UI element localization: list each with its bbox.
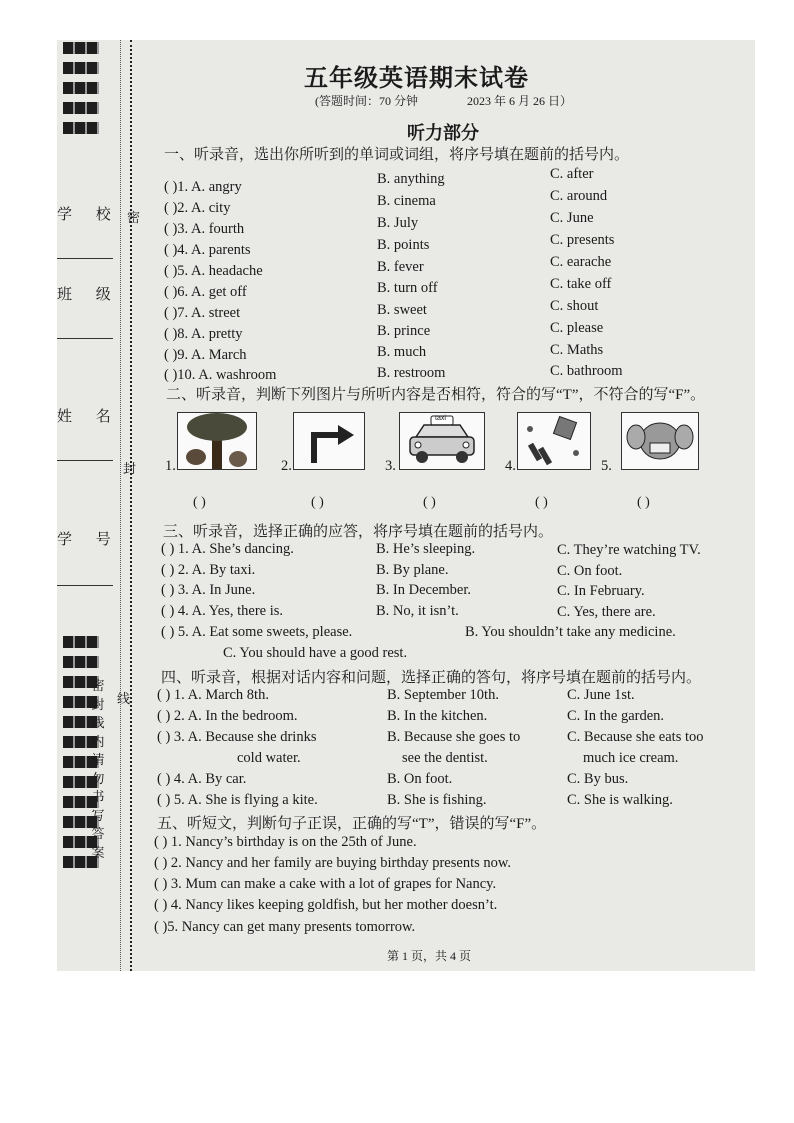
seal-xian: 线 (117, 691, 131, 706)
s2-answer-4[interactable]: ( ) (535, 495, 548, 510)
s1-q5-b: B. fever (377, 259, 424, 275)
s4-q5: ( ) 5. A. She is flying a kite. (157, 792, 318, 808)
taxi-sign-text: taxi (435, 415, 446, 422)
s2-label-5: 5. (601, 458, 612, 474)
s1-q5-c: C. earache (550, 254, 612, 270)
s5-q4: ( ) 4. Nancy likes keeping goldfish, but her mother doesn’t. (154, 897, 498, 913)
binding-blocks-top (63, 42, 99, 142)
seal-feng: 封 (123, 461, 137, 476)
s1-q9-b: B. much (377, 344, 427, 360)
s4-q3-a-cont: cold water. (237, 750, 301, 766)
s1-q10-c: C. bathroom (550, 363, 623, 379)
s3-q3-c: C. In February. (557, 583, 645, 599)
picture-sick-elephant (621, 412, 699, 470)
s1-q6: ( )6. A. get off (164, 284, 247, 300)
s4-q2-c: C. In the garden. (567, 708, 665, 724)
s3-q2-c: C. On foot. (557, 563, 623, 579)
section3-heading: 三、听录音，选择正确的应答，将序号填在题前的括号内。 (163, 524, 554, 540)
s1-q1-b: B. anything (377, 171, 445, 187)
class-line (57, 338, 113, 339)
s1-q8: ( )8. A. pretty (164, 326, 243, 342)
listening-part-heading: 听力部分 (407, 123, 479, 143)
s2-label-3: 3. (385, 458, 396, 474)
seal-warning: 密 封 线 内 请 勿 书 写 答 案 (91, 678, 105, 860)
s1-q10-b: B. restroom (377, 365, 446, 381)
s4-q4: ( ) 4. A. By car. (157, 771, 247, 787)
s4-q3: ( ) 3. A. Because she drinks (157, 729, 317, 745)
s1-q8-c: C. please (550, 320, 604, 336)
school-label: 学 校 (57, 207, 121, 223)
picture-taxi (399, 412, 485, 470)
s1-q3: ( )3. A. fourth (164, 221, 245, 237)
s5-q1: ( ) 1. Nancy’s birthday is on the 25th of June. (154, 834, 417, 850)
s5-q2: ( ) 2. Nancy and her family are buying birthday presents now. (154, 855, 512, 871)
s4-q1-b: B. September 10th. (387, 687, 499, 703)
s4-q1: ( ) 1. A. March 8th. (157, 687, 269, 703)
s1-q8-b: B. prince (377, 323, 431, 339)
seal-line (130, 40, 132, 971)
s1-q6-b: B. turn off (377, 280, 438, 296)
s1-q9: ( )9. A. March (164, 347, 247, 363)
exam-page (57, 40, 755, 971)
page-footer: 第 1 页，共 4 页 (387, 949, 472, 963)
s1-q5: ( )5. A. headache (164, 263, 263, 279)
number-line (57, 585, 113, 586)
section2-heading: 二、听录音，判断下列图片与所听内容是否相符，符合的写“T”，不符合的写“F”。 (166, 387, 706, 403)
s4-q2: ( ) 2. A. In the bedroom. (157, 708, 298, 724)
section5-heading: 五、听短文，判断句子正误，正确的写“T”，错误的写“F”。 (157, 816, 547, 832)
s1-q7: ( )7. A. street (164, 305, 241, 321)
s2-label-2: 2. (281, 458, 292, 474)
s1-q9-c: C. Maths (550, 342, 604, 358)
name-label: 姓 名 (57, 409, 121, 425)
s4-q5-c: C. She is walking. (567, 792, 673, 808)
s2-answer-2[interactable]: ( ) (311, 495, 324, 510)
s4-q4-c: C. By bus. (567, 771, 629, 787)
firecracker-icon (518, 413, 590, 469)
s1-q2-c: C. around (550, 188, 608, 204)
s3-q3-b: B. In December. (376, 582, 472, 598)
s1-q4: ( )4. A. parents (164, 242, 251, 258)
s1-q3-b: B. July (377, 215, 419, 231)
s3-q5-c: C. You should have a good rest. (223, 645, 408, 661)
s3-q1-b: B. He’s sleeping. (376, 541, 476, 557)
s5-q3: ( ) 3. Mum can make a cake with a lot of grapes for Nancy. (154, 876, 497, 892)
section1-heading: 一、听录音，选出你所听到的单词或词组，将序号填在题前的括号内。 (164, 147, 630, 163)
s1-q6-c: C. take off (550, 276, 612, 292)
s2-answer-3[interactable]: ( ) (423, 495, 436, 510)
exam-duration: (答题时间：70 分钟 (315, 94, 418, 108)
exam-title: 五年级英语期末试卷 (304, 66, 529, 92)
s1-q4-c: C. presents (550, 232, 615, 248)
s5-q5: ( )5. Nancy can get many presents tomorrow. (154, 919, 416, 935)
seal-line-inner (120, 40, 121, 971)
s2-answer-1[interactable]: ( ) (193, 495, 206, 510)
s1-q10: ( )10. A. washroom (164, 367, 277, 383)
class-label: 班 级 (57, 287, 121, 303)
s3-q5: ( ) 5. A. Eat some sweets, please. (161, 624, 353, 640)
name-line (57, 460, 113, 461)
turn-right-arrow-icon (294, 413, 364, 469)
s4-q3-b-cont: see the dentist. (402, 750, 488, 766)
exam-date: 2023 年 6 月 26 日） (467, 94, 573, 108)
s1-q1: ( )1. A. angry (164, 179, 242, 195)
s4-q3-b: B. Because she goes to (387, 729, 521, 745)
elephant-icon (622, 413, 698, 469)
s3-q2-b: B. By plane. (376, 562, 449, 578)
s4-q5-b: B. She is fishing. (387, 792, 487, 808)
s3-q3: ( ) 3. A. In June. (161, 582, 256, 598)
picture-tree-animals (177, 412, 257, 470)
seal-mi: 密 (127, 210, 141, 225)
s3-q2: ( ) 2. A. By taxi. (161, 562, 256, 578)
s1-q7-b: B. sweet (377, 302, 427, 318)
s4-q4-b: B. On foot. (387, 771, 453, 787)
s1-q2: ( )2. A. city (164, 200, 231, 216)
s1-q2-b: B. cinema (377, 193, 436, 209)
picture-turn-right-sign (293, 412, 365, 470)
s2-answer-5[interactable]: ( ) (637, 495, 650, 510)
s1-q3-c: C. June (550, 210, 594, 226)
s4-q2-b: B. In the kitchen. (387, 708, 488, 724)
s1-q1-c: C. after (550, 166, 594, 182)
s3-q5-b: B. You shouldn’t take any medicine. (465, 624, 676, 640)
s3-q4: ( ) 4. A. Yes, there is. (161, 603, 284, 619)
s1-q7-c: C. shout (550, 298, 599, 314)
s2-label-4: 4. (505, 458, 516, 474)
picture-fireworks (517, 412, 591, 470)
s4-q3-c: C. Because she eats too (567, 729, 704, 745)
s3-q4-c: C. Yes, there are. (557, 604, 656, 620)
s4-q1-c: C. June 1st. (567, 687, 635, 703)
s3-q4-b: B. No, it isn’t. (376, 603, 459, 619)
number-label: 学 号 (57, 532, 121, 548)
s3-q1-c: C. They’re watching TV. (557, 542, 701, 558)
s2-label-1: 1. (165, 458, 176, 474)
school-line (57, 258, 113, 259)
section4-heading: 四、听录音，根据对话内容和问题，选择正确的答句，将序号填在题前的括号内。 (161, 670, 702, 686)
s1-q4-b: B. points (377, 237, 430, 253)
tree-icon (178, 413, 256, 469)
s4-q3-c-cont: much ice cream. (583, 750, 679, 766)
s3-q1: ( ) 1. A. She’s dancing. (161, 541, 294, 557)
